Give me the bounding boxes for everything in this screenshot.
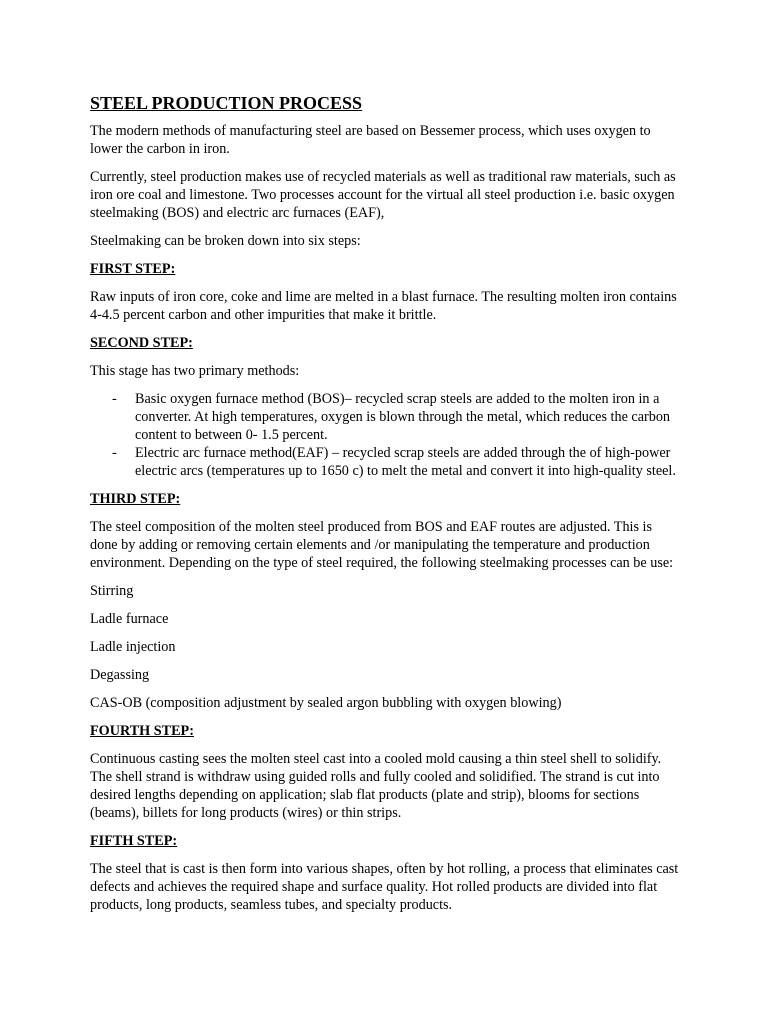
- process-item: Ladle injection: [90, 639, 176, 655]
- intro-paragraph-3: Steelmaking can be broken down into six steps:: [90, 233, 361, 249]
- fourth-step-text: Continuous casting sees the molten steel cast into a cooled mold causing a thin steel shell to solidify. The shell strand is withdraw using guided rolls and fully cooled and solidified. The strand is cut into desired lengths depending on application; slab flat products (plate and strip), blooms for sections (beams), billets for long products (wires) or thin strips.: [90, 751, 662, 821]
- eaf-method-text: Electric arc furnace method(EAF) – recycled scrap steels are added through the of high-power electric arcs (temperatures up to 1650 c) to melt the metal and convert it into high-quality steel.: [135, 445, 676, 479]
- fourth-step-heading: FOURTH STEP:: [90, 723, 194, 739]
- process-item: CAS-OB (composition adjustment by sealed argon bubbling with oxygen blowing): [90, 695, 562, 711]
- fifth-step-text: The steel that is cast is then form into various shapes, often by hot rolling, a process that eliminates cast defects and achieves the required shape and surface quality. Hot rolled products are divided into flat products, long products, seamless tubes, and specialty products.: [90, 861, 679, 913]
- intro-paragraph-2: Currently, steel production makes use of recycled materials as well as traditional raw materials, such as iron ore coal and limestone. Two processes account for the virtual all steel production i.e. basic oxygen steelmaking (BOS) and electric arc furnaces (EAF),: [90, 169, 676, 221]
- second-step-methods-list: [90, 390, 682, 480]
- first-step-heading-colon: :: [170, 261, 176, 277]
- list-item: [90, 390, 682, 444]
- second-step-text: This stage has two primary methods:: [90, 363, 300, 379]
- list-item: [90, 444, 682, 480]
- process-item: Stirring: [90, 583, 134, 599]
- bullet-dash: -: [112, 445, 117, 461]
- document-body: [90, 92, 682, 924]
- bos-method-text: Basic oxygen furnace method (BOS)– recycled scrap steels are added to the molten iron in a converter. At high temperatures, oxygen is blown through the metal, which reduces the carbon content to between 0- 1.5 percent.: [135, 391, 671, 443]
- document-title: STEEL PRODUCTION PROCESS: [90, 93, 363, 113]
- process-item: Ladle furnace: [90, 611, 169, 627]
- process-item: Degassing: [90, 667, 150, 683]
- third-step-text: The steel composition of the molten steel produced from BOS and EAF routes are adjusted. This is done by adding or removing certain elements and /or manipulating the temperature and production environment. Depending on the type of steel required, the following steelmaking processes can be use:: [90, 519, 674, 571]
- third-step-heading: THIRD STEP:: [90, 491, 181, 507]
- intro-paragraph-1: The modern methods of manufacturing steel are based on Bessemer process, which uses oxygen to lower the carbon in iron.: [90, 123, 651, 157]
- first-step-heading: [90, 260, 682, 278]
- second-step-heading: SECOND STEP:: [90, 335, 193, 351]
- first-step-text: Raw inputs of iron core, coke and lime are melted in a blast furnace. The resulting molten iron contains 4-4.5 percent carbon and other impurities that make it brittle.: [90, 289, 677, 323]
- first-step-heading-text: FIRST STEP: [90, 261, 171, 277]
- fifth-step-heading: FIFTH STEP:: [90, 833, 178, 849]
- bullet-dash: -: [112, 391, 117, 407]
